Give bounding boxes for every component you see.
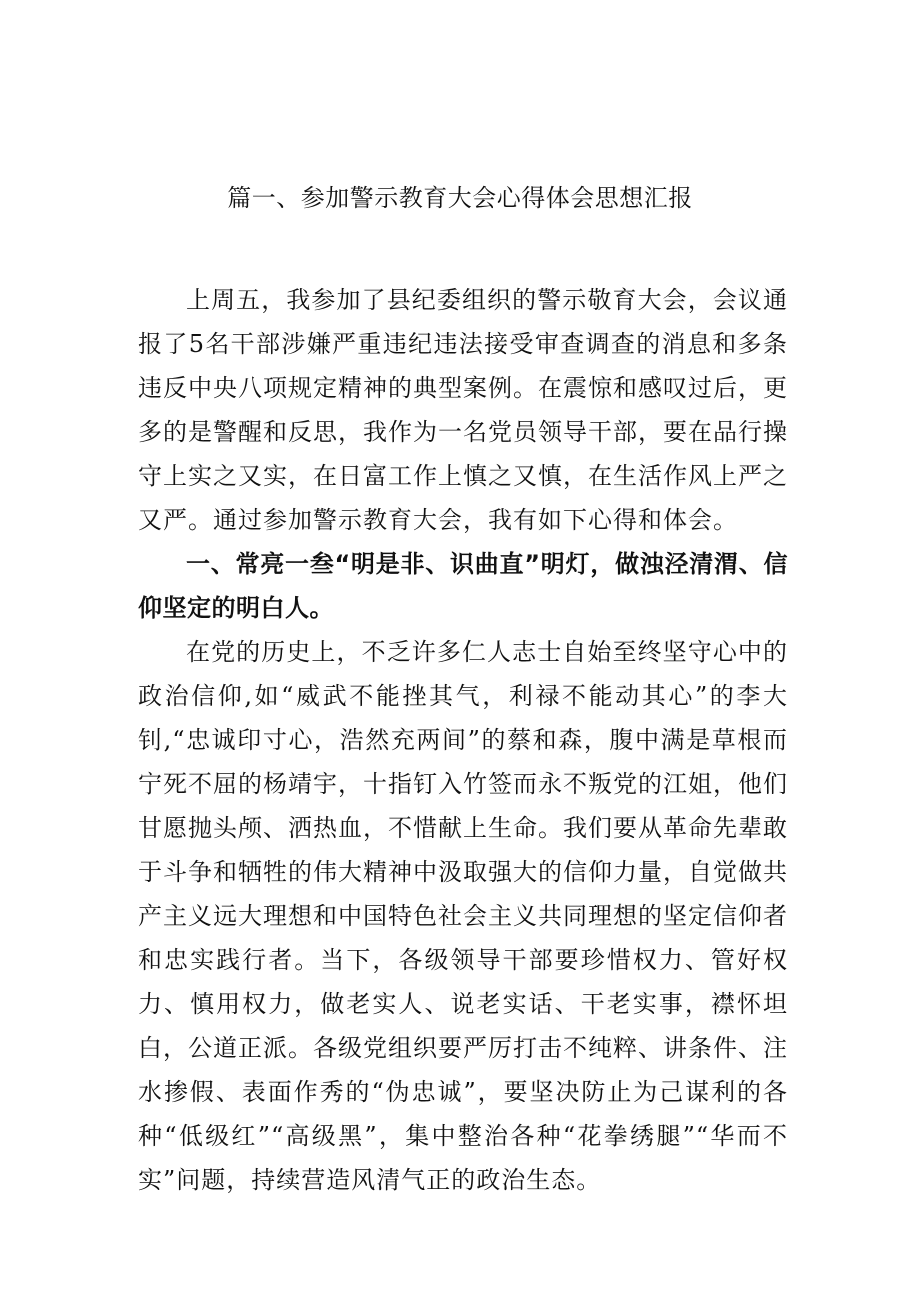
document-title: 篇一、参加警示教育大会心得体会思想汇报 — [227, 184, 693, 212]
document-body — [138, 278, 788, 1202]
section-paragraph: 在党的历史上，不乏许多仁人志士自始至终坚守心中的政治信仰,如“威武不能挫其气，利禄不能动其心”的李大钊,“忠诚印寸心，浩然充两间”的蔡和森，腹中满是草根而宁死不屈的杨靖宇，十指钉入竹签而永不叛党的江姐，他们甘愿抛头颅、洒热血，不惜献上生命。我们要从革命先辈敢于斗争和牺牲的伟大精神中汲取强大的信仰力量，自觉做共产主义远大理想和中国特色社会主义共同理想的坚定信仰者和忠实践行者。当下，各级领导干部要珍惜权力、管好权力、慎用权力，做老实人、说老实话、干老实事，襟怀坦白，公道正派。各级党组织要严厉打击不纯粹、讲条件、注水掺假、表面作秀的“伪忠诚”，要坚决防止为己谋利的各种“低级红”“高级黑”，集中整治各种“花拳绣腿”“华而不实”问题，持续营造风清气正的政治生态。 — [138, 638, 788, 1194]
section-heading: 一、常亮一叁“明是非、识曲直”明灯，做浊泾清渭、信仰坚定的明白人。 — [138, 550, 788, 622]
intro-paragraph: 上周五，我参加了县纪委组织的警示敬育大会，会议通报了5名干部涉嫌严重违纪违法接受审查调查的消息和多条违反中央八项规定精神的典型案例。在震惊和感叹过后，更多的是警醒和反思，我作为一名党员领导干部，要在品行操守上实之又实，在日富工作上慎之又慎，在生活作风上严之又严。通过参加警示教育大会，我有如下心得和体会。 — [138, 286, 788, 534]
